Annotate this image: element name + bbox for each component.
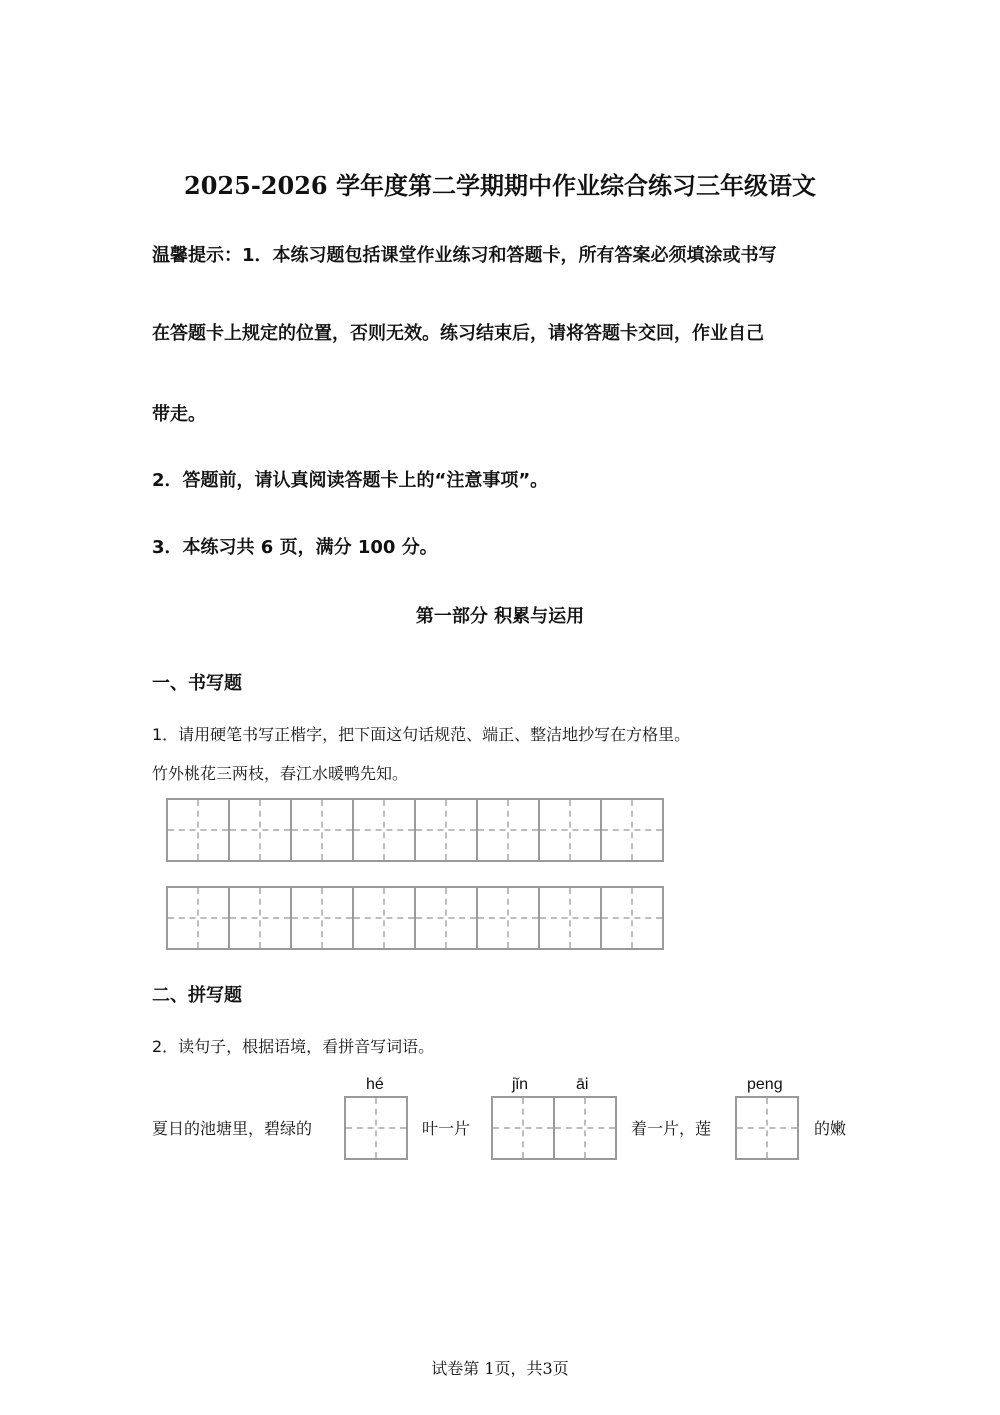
- tip-item-2: 2．答题前，请认真阅读答题卡上的“注意事项”。: [152, 470, 549, 491]
- tip-line-3: 带走。: [152, 404, 206, 425]
- question-2-text: 2．读句子，根据语境，看拼音写词语。: [152, 1037, 435, 1056]
- writing-cell[interactable]: [292, 886, 354, 950]
- tip-line-1: 温馨提示：1．本练习题包括课堂作业练习和答题卡，所有答案必须填涂或书写: [152, 245, 777, 266]
- answer-cell[interactable]: [737, 1096, 799, 1160]
- copy-sentence: 竹外桃花三两枝，春江水暖鸭先知。: [152, 764, 409, 783]
- answer-cell[interactable]: [346, 1096, 408, 1160]
- tip-item-3: 3．本练习共 6 页，满分 100 分。: [152, 537, 438, 558]
- sentence-part-2: 叶一片: [422, 1119, 471, 1138]
- writing-cell[interactable]: [292, 798, 354, 862]
- writing-cell[interactable]: [540, 886, 602, 950]
- pinyin-label-1: hé: [366, 1076, 384, 1093]
- writing-cell[interactable]: [354, 798, 416, 862]
- question-1-text: 1．请用硬笔书写正楷字，把下面这句话规范、端正、整洁地抄写在方格里。: [152, 725, 691, 744]
- pinyin-label-3: peng: [747, 1076, 783, 1093]
- writing-cell[interactable]: [168, 798, 230, 862]
- sentence-part-4: 的嫩: [814, 1119, 847, 1138]
- writing-cell[interactable]: [168, 886, 230, 950]
- writing-cell[interactable]: [478, 886, 540, 950]
- answer-box-3[interactable]: [735, 1096, 799, 1160]
- writing-cell[interactable]: [230, 798, 292, 862]
- section-title-writing: 一、书写题: [152, 673, 242, 694]
- answer-box-2[interactable]: [491, 1096, 617, 1160]
- sentence-part-1: 夏日的池塘里，碧绿的: [152, 1119, 313, 1138]
- writing-cell[interactable]: [416, 798, 478, 862]
- writing-cell[interactable]: [354, 886, 416, 950]
- writing-grid-row-1[interactable]: [166, 798, 664, 862]
- pinyin-label-2b: āi: [576, 1076, 589, 1093]
- writing-cell[interactable]: [416, 886, 478, 950]
- writing-cell[interactable]: [602, 798, 664, 862]
- answer-cell[interactable]: [555, 1096, 617, 1160]
- answer-cell[interactable]: [493, 1096, 555, 1160]
- writing-cell[interactable]: [478, 798, 540, 862]
- writing-grid-row-2[interactable]: [166, 886, 664, 950]
- answer-box-1[interactable]: [344, 1096, 408, 1160]
- part-title: 第一部分 积累与运用: [415, 606, 585, 627]
- page-title: 2025-2026 学年度第二学期期中作业综合练习三年级语文: [184, 171, 816, 200]
- sentence-part-3: 着一片，莲: [631, 1119, 712, 1138]
- pinyin-label-2a: jǐn: [512, 1076, 529, 1093]
- writing-cell[interactable]: [540, 798, 602, 862]
- writing-cell[interactable]: [602, 886, 664, 950]
- page-footer: 试卷第 1页，共3页: [431, 1359, 569, 1378]
- tip-line-2: 在答题卡上规定的位置，否则无效。练习结束后，请将答题卡交回，作业自己: [152, 323, 764, 344]
- writing-cell[interactable]: [230, 886, 292, 950]
- section-title-pinyin: 二、拼写题: [152, 985, 242, 1006]
